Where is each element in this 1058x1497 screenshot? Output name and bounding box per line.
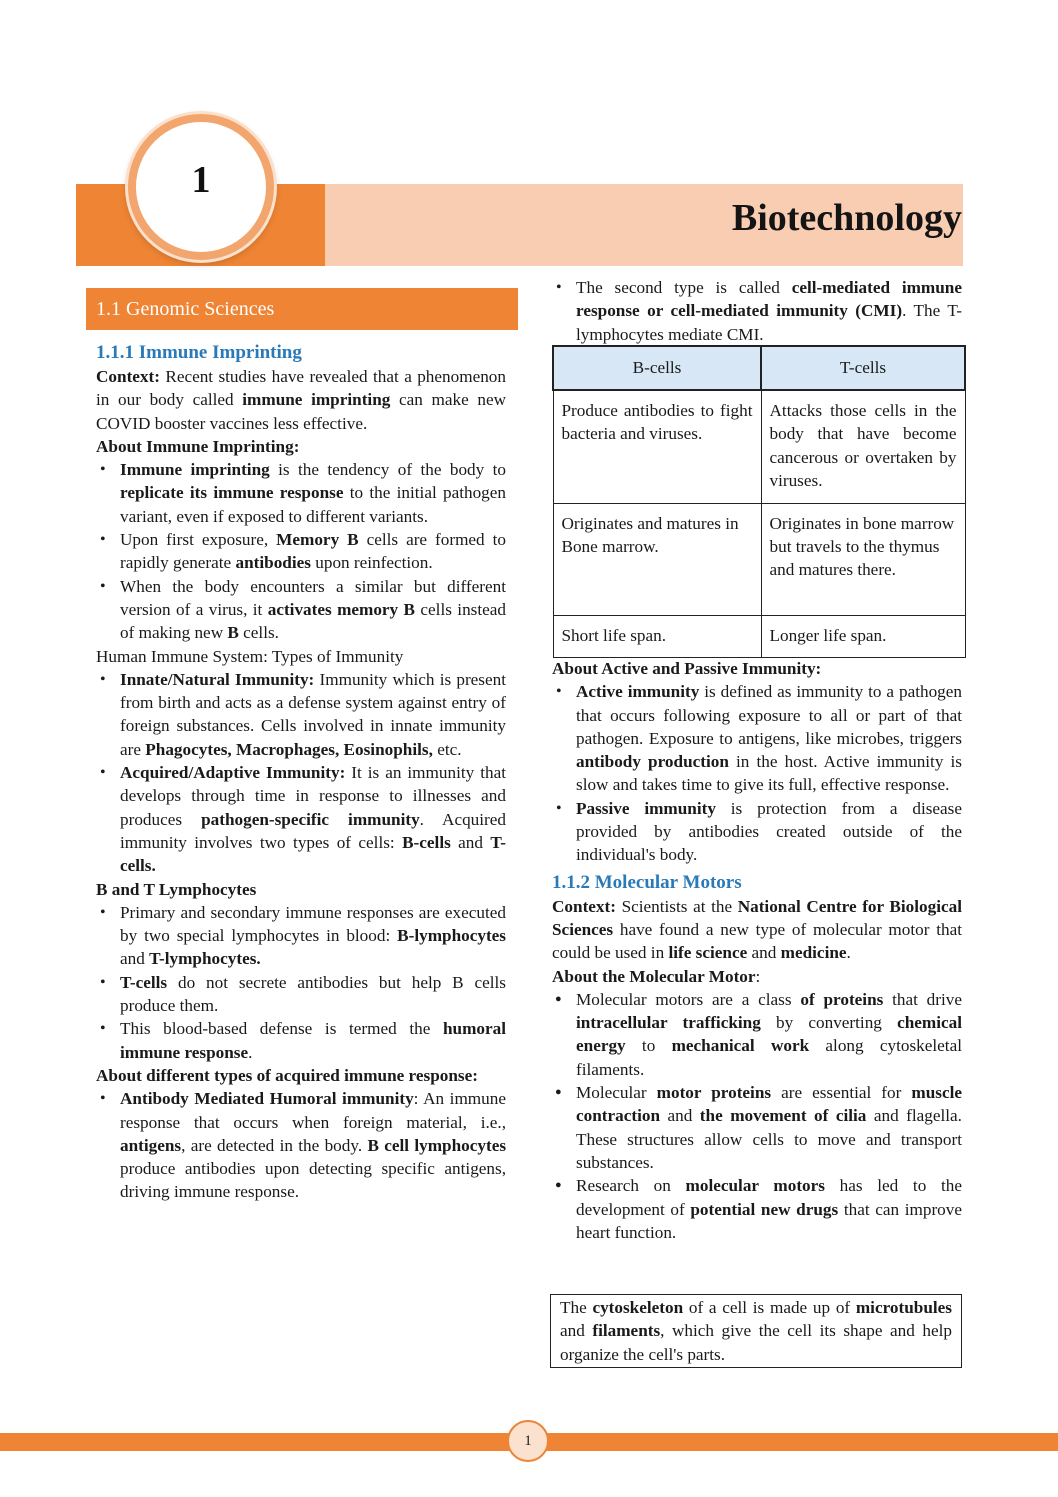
list-item: • Active immunity is defined as immunity to a pathogen that occurs following exposure to all or part of that pathogen. Exposure to antigens, like microbes, triggers antibody production in the host. Active immunity is slow and takes time to give its full, effective response. bbox=[552, 680, 962, 796]
table-row bbox=[553, 615, 965, 657]
list-item: • Upon first exposure, Memory B cells are formed to rapidly generate antibodies upon reinfection. bbox=[96, 528, 506, 575]
chapter-number: 1 bbox=[191, 159, 211, 201]
table-row bbox=[553, 390, 965, 503]
list-item: • The second type is called cell-mediated immune response or cell-mediated immunity (CMI). The T-lymphocytes mediate CMI. bbox=[552, 276, 962, 346]
immunity-types-heading: Human Immune System: Types of Immunity bbox=[96, 646, 404, 666]
table-header-row bbox=[553, 346, 965, 390]
right-column-bottom bbox=[552, 657, 962, 1244]
list-item: • Antibody Mediated Humoral immunity: An immune response that occurs when foreign material, i.e., antigens, are detected in the body. B cell lymphocytes produce antibodies upon detecting specific antigens, driving immune response. bbox=[96, 1087, 506, 1203]
acquired-response-heading: About different types of acquired immune response: bbox=[96, 1065, 478, 1085]
bt-cells-comparison-table bbox=[552, 345, 966, 658]
molecular-motor-heading: About the Molecular Motor: bbox=[552, 966, 761, 986]
active-passive-list bbox=[552, 680, 962, 866]
table-cell: Attacks those cells in the body that have become cancerous or overtaken by viruses. bbox=[761, 390, 965, 503]
bt-lymphocytes-list bbox=[96, 901, 506, 1064]
table-cell: Longer life span. bbox=[761, 615, 965, 657]
page-number: 1 bbox=[507, 1420, 549, 1462]
section-title: 1.1 Genomic Sciences bbox=[86, 288, 518, 330]
list-item: • Primary and secondary immune responses are executed by two special lymphocytes in blood: B-lymphocytes and T-lymphocytes. bbox=[96, 901, 506, 971]
context-paragraph: Context: Recent studies have revealed that a phenomenon in our body called immune imprinting can make new COVID booster vaccines less effective. bbox=[96, 367, 507, 433]
context-paragraph-2: Context: Scientists at the National Centre for Biological Sciences have found a new type of molecular motor that could be used in life science and medicine. bbox=[552, 896, 963, 963]
table-row bbox=[553, 503, 965, 615]
list-item: • This blood-based defense is termed the humoral immune response. bbox=[96, 1017, 506, 1064]
list-item: • T-cells do not secrete antibodies but help B cells produce them. bbox=[96, 971, 506, 1018]
acquired-response-list bbox=[96, 1087, 506, 1203]
list-item: • Passive immunity is protection from a disease provided by antibodies created outside of the individual's body. bbox=[552, 797, 962, 867]
cmi-list bbox=[552, 276, 962, 346]
subsection-title-immune-imprinting: 1.1.1 Immune Imprinting bbox=[96, 342, 302, 363]
table-cell: Produce antibodies to fight bacteria and viruses. bbox=[553, 390, 761, 503]
list-item: • Innate/Natural Immunity: Immunity which is present from birth and acts as a defense system against entry of foreign substances. Cells involved in innate immunity are Phagocytes, Macrophages, Eosinophils, etc. bbox=[96, 668, 506, 761]
about-imprinting-heading: About Immune Imprinting: bbox=[96, 436, 300, 456]
list-item: • Acquired/Adaptive Immunity: It is an immunity that develops through time in response to illnesses and produces pathogen-specific immunity. Acquired immunity involves two types of cells: B-cells and T-cells. bbox=[96, 761, 506, 877]
cytoskeleton-note-box: The cytoskeleton of a cell is made up of microtubules and filaments, which give the cell its shape and help organize the cell's parts. bbox=[550, 1294, 962, 1368]
table-header-cell: T-cells bbox=[761, 346, 965, 390]
table-cell: Short life span. bbox=[553, 615, 761, 657]
chapter-title: Biotechnology bbox=[731, 197, 962, 239]
right-column-top bbox=[552, 276, 962, 346]
immunity-types-list bbox=[96, 668, 506, 878]
molecular-motor-list bbox=[552, 988, 962, 1244]
list-item: ● Molecular motors are a class of proteins that drive intracellular trafficking by converting chemical energy to mechanical work along cytoskeletal filaments. bbox=[552, 988, 962, 1081]
list-item: • Immune imprinting is the tendency of the body to replicate its immune response to the initial pathogen variant, even if exposed to different variants. bbox=[96, 458, 506, 528]
table-header-cell: B-cells bbox=[553, 346, 761, 390]
table-cell: Originates and matures in Bone marrow. bbox=[553, 503, 761, 615]
about-imprinting-list bbox=[96, 458, 506, 644]
list-item: ● Molecular motor proteins are essential for muscle contraction and the movement of cilia and flagella. These structures allow cells to move and transport substances. bbox=[552, 1081, 962, 1174]
subsection-title-molecular-motors: 1.1.2 Molecular Motors bbox=[552, 871, 742, 893]
active-passive-heading: About Active and Passive Immunity: bbox=[552, 659, 822, 678]
list-item: ● Research on molecular motors has led to the development of potential new drugs that can improve heart function. bbox=[552, 1174, 962, 1244]
left-column bbox=[96, 341, 506, 1204]
list-item: • When the body encounters a similar but different version of a virus, it activates memory B cells instead of making new B cells. bbox=[96, 575, 506, 645]
chapter-number-badge bbox=[128, 114, 274, 260]
table-cell: Originates in bone marrow but travels to the thymus and matures there. bbox=[761, 503, 965, 615]
bt-lymphocytes-heading: B and T Lymphocytes bbox=[96, 879, 257, 899]
